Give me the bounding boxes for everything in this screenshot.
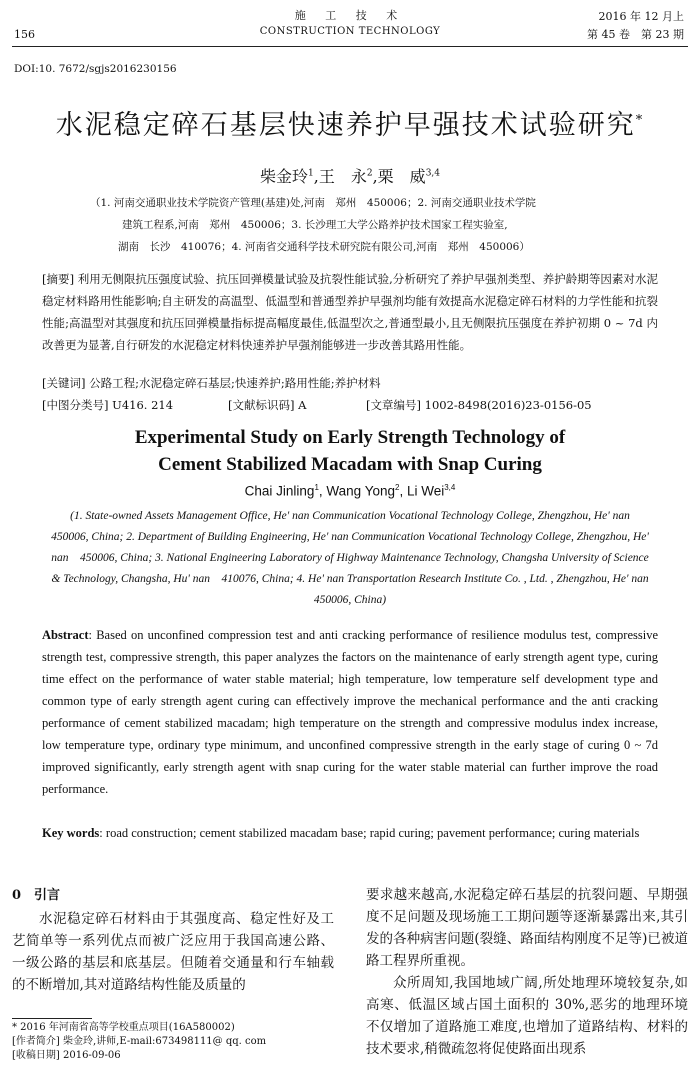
- author-affil-mark: 2: [394, 483, 400, 492]
- abstract-en-text: Based on unconfined compression test and anti cracking performance of resilience modulus test, compressive strength test, compressive strength, this paper analyzes the factors on the maintenance of early strength agent type, curing time effect on the performance of water stable material; high temperature, low temperature self development type and common type of early strength agent curing can effectively improve the mechanical performance and the anti cracking performance of cement stabilized macadam; high temperature on the strength and compressive modulus index increase, low temperature type, ordinary type minimum, and unconfined compressive strength in the early stage of curing 0 ~ 7d improved significantly, early strength agent with snap curing for the water stable material can further improve the road performance.: [42, 628, 658, 796]
- author-en: Chai Jinling: [244, 483, 315, 499]
- affiliations-cn: [90, 192, 616, 258]
- paper-title-en: Experimental Study on Early Strength Technology of Cement Stabilized Macadam with Snap Curing: [134, 427, 566, 475]
- footnote-divider: [12, 1018, 92, 1019]
- document-code: [228, 394, 306, 416]
- body-paragraph: 要求越来越高,水泥稳定碎石基层的抗裂问题、早期强度不足问题及现场施工工期问题等逐渐暴露出来,其引发的各种病害问题(裂缝、路面结构刚度不足等)已被道路工程界所重视。: [366, 887, 688, 969]
- author-affil-mark: 3,4: [444, 483, 456, 492]
- authors-cn: 柴金玲$^1$,王 永$^2$,栗 威$^{3,4}$: [259, 167, 441, 186]
- abstract-cn-text: 利用无侧限抗压强度试验、抗压回弹模量试验及抗裂性能试验,分析研究了养护早强剂类型、养护龄期等因素对水泥稳定材料路用性能影响;自主研发的高温型、低温型和普通型养护早强剂均能有效提高水泥稳定碎石材料的力学性能和抗裂性能;高温型对其强度和抗压回弹模量指标提高幅度最佳,低温型次之,普通型最小,且无侧限抗压强度在养护初期 0 ~ 7d 内改善更为显著,自行研发的水泥稳定材料快速养护早强剂能够进一步改善其路用性能。: [42, 272, 658, 352]
- abstract-en: Abstract: Based on unconfined compression test and anti cracking performance of resilience modulus test, compressive strength test, compressive strength, this paper analyzes the factors on the maintenance of early strength agent type, curing time effect on the performance of water stable material; high temperature, low temperature self development type and common type of early strength agent curing can effectively improve the mechanical performance and the anti cracking performance of cement stabilized macadam; high temperature on the strength and compressive modulus index increase, low temperature type, ordinary type minimum, and unconfined compressive strength in the early stage of curing 0 ~ 7d improved significantly, early strength agent with snap curing for the water stable material can further improve the road performance.: [42, 628, 658, 796]
- keywords-cn-label: [关键词]: [42, 376, 86, 390]
- keywords-en-label: Key words: [42, 826, 100, 840]
- affiliations-en: (1. State-owned Assets Management Office, He' nan Communication Vocational Technology College, Zhengzhou, He' nan 450006, China; 2. Department of Building Engineering, He' nan Communication Vocational Technology College, Zhengzhou, He' nan 450006, China; 3. National Engineering Laboratory of Highway Maintenance Technology, Changsha University of Science & Technology, Changsha, Hu' nan 410076, China; 4. He' nan Transportation Research Institute Co. , Ltd. , Zhengzhou, He' nan 450006, China): [51, 510, 661, 606]
- doi[interactable]: DOI:10. 7672/sgjs2016230156: [14, 63, 177, 75]
- author-en: Wang Yong: [326, 483, 395, 499]
- abstract-cn: [42, 268, 658, 356]
- affiliation-line: （1. 河南交通职业技术学院资产管理(基建)处,河南 郑州 450006；2. 河南交通职业技术学院: [90, 197, 536, 209]
- author-intro: [作者简介] 柴金玲,讲师,E-mail:673498111@ qq. com: [12, 1036, 267, 1047]
- issue-info: [587, 8, 684, 44]
- body-column-right: [366, 884, 688, 1060]
- affiliation-line: 建筑工程系,河南 郑州 450006；3. 长沙理工大学公路养护技术国家工程实验室,: [122, 219, 508, 231]
- clc-number: [42, 394, 173, 416]
- received-date: [收稿日期] 2016-09-06: [12, 1050, 121, 1061]
- body-paragraph: 水泥稳定碎石材料由于其强度高、稳定性好及工艺简单等一系列优点而被广泛应用于我国高速公路、一级公路的基层和底基层。但随着交通量和行车轴载的不断增加,其对道路结构性能及质量的: [12, 911, 334, 993]
- journal-name-cn: 施 工 技 术: [294, 9, 406, 22]
- doc-code-label: [文献标识码]: [228, 398, 295, 412]
- paper-title-cn: [0, 103, 700, 142]
- keywords-cn-text: 公路工程;水泥稳定碎石基层;快速养护;路用性能;养护材料: [89, 376, 381, 390]
- clc-label: [中图分类号]: [42, 398, 109, 412]
- keywords-en: Key words: road construction; cement stabilized macadam base; rapid curing; pavement performance; curing materials: [42, 826, 640, 840]
- keywords-en-text: road construction; cement stabilized macadam base; rapid curing; pavement performance; curing materials: [105, 826, 640, 840]
- page-number: 156: [14, 28, 35, 41]
- clc-value: U416. 214: [112, 398, 174, 412]
- body-paragraph: 众所周知,我国地域广阔,所处地理环境较复杂,如高寒、低温区域占国土面积的 30%,恶劣的地理环境不仅增加了道路施工难度,也增加了道路结构、材料的技术要求,稍微疏忽将促使路面出现系: [366, 975, 688, 1057]
- section-heading: 0 引言: [12, 888, 61, 903]
- fund-note: * 2016 年河南省高等学校重点项目(16A580002): [12, 1022, 235, 1033]
- author-affil-mark: 1: [308, 168, 314, 179]
- abstract-en-label: Abstract: [42, 628, 89, 642]
- author-cn: 柴金玲: [259, 167, 308, 186]
- doc-code-value: A: [298, 398, 307, 412]
- article-number-label: [文章编号]: [366, 398, 421, 412]
- keywords-cn: [42, 372, 658, 394]
- volume-issue: 第 45 卷 第 23 期: [587, 28, 684, 41]
- author-affil-mark: 1: [314, 483, 319, 492]
- author-en: Li Wei: [406, 483, 445, 499]
- authors-en: Chai Jinling$^1$, Wang Yong$^2$, Li Wei$^{3,4}$: [244, 483, 456, 499]
- author-affil-mark: 2: [366, 168, 373, 179]
- body-column-left: [12, 908, 334, 996]
- abstract-cn-label: [摘要]: [42, 272, 75, 286]
- issue-date: 2016 年 12 月上: [598, 10, 684, 23]
- article-number: [366, 394, 592, 416]
- author-cn: 王 永: [318, 167, 367, 186]
- title-cn-text: 水泥稳定碎石基层快速养护早强技术试验研究: [55, 110, 636, 141]
- title-footnote-mark: *: [635, 113, 645, 128]
- footnotes: [12, 1021, 342, 1063]
- journal-name-en: CONSTRUCTION TECHNOLOGY: [259, 26, 441, 37]
- author-affil-mark: 3,4: [425, 168, 441, 179]
- header-divider: [12, 46, 688, 47]
- author-cn: 栗 威: [377, 167, 426, 186]
- affiliation-line: 湖南 长沙 410076；4. 河南省交通科学技术研究院有限公司,河南 郑州 450006）: [118, 241, 530, 253]
- article-number-value: 1002-8498(2016)23-0156-05: [424, 398, 592, 412]
